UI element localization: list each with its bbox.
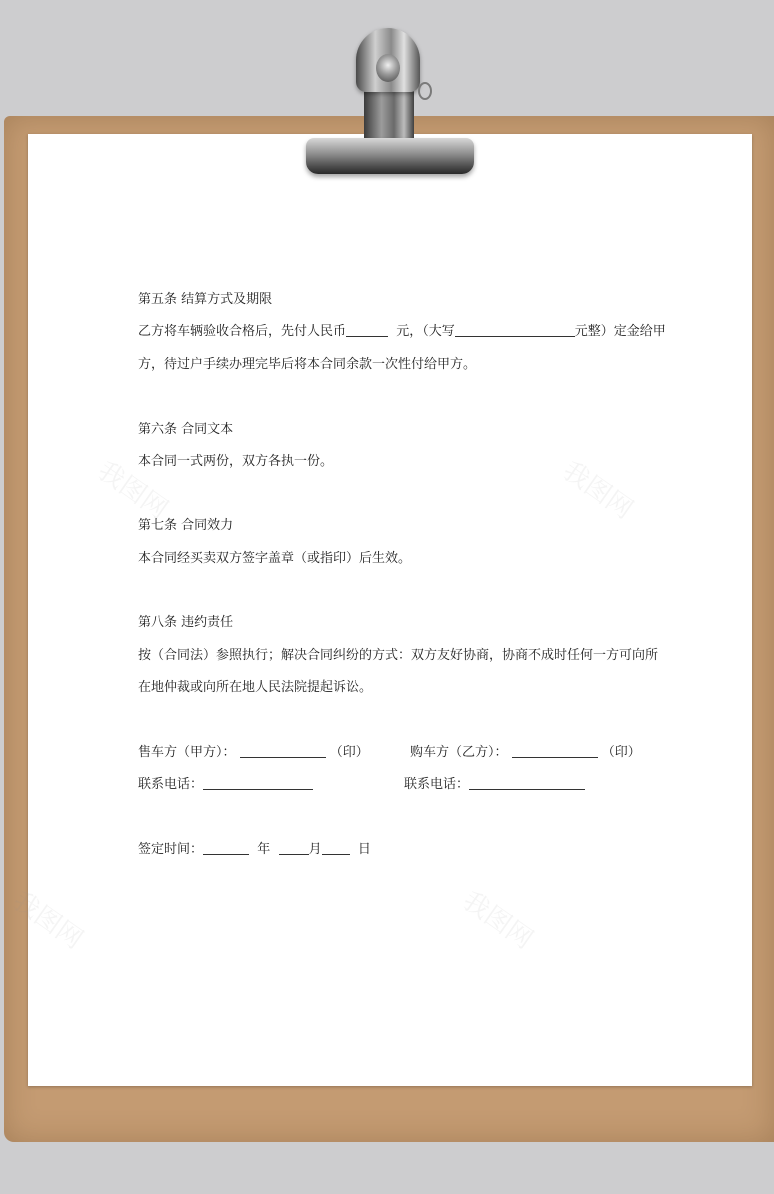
paragraph-line: 在地仲裁或向所在地人民法院提起诉讼。 [138, 680, 373, 695]
watermark: 我图网 [7, 885, 89, 956]
buyer-signature-line [410, 741, 641, 765]
blank-amount [346, 322, 388, 337]
buyer-phone-label: 联系电话： [404, 777, 470, 792]
paragraph-line: 方，待过户手续办理完毕后将本合同余款一次性付给甲方。 [138, 357, 477, 372]
seller-signature-field[interactable] [240, 743, 326, 758]
signing-date-line [138, 838, 371, 862]
year-label: 年 [257, 842, 271, 857]
watermark: 我图网 [92, 455, 174, 526]
seller-label: 售车方（甲方）： [138, 745, 236, 760]
watermark: 我图网 [457, 885, 539, 956]
buyer-phone-line [404, 773, 585, 797]
text-segment: 元整）定金给甲 [574, 324, 666, 339]
buyer-signature-field[interactable] [512, 743, 598, 758]
seller-signature-line [138, 741, 369, 765]
month-field[interactable] [279, 840, 309, 855]
month-label: 月 [308, 842, 322, 857]
document-page [28, 134, 752, 1086]
seller-phone-line [138, 773, 313, 797]
text-segment: 元，（大写 [396, 324, 455, 339]
paragraph-line [138, 320, 666, 344]
seller-phone-field[interactable] [203, 775, 313, 790]
paragraph-line: 本合同经买卖双方签字盖章（或指印）后生效。 [138, 551, 412, 566]
buyer-phone-field[interactable] [469, 775, 585, 790]
buyer-label: 购车方（乙方）： [410, 745, 508, 760]
section-heading: 第六条 合同文本 [138, 422, 234, 437]
seller-phone-label: 联系电话： [138, 777, 204, 792]
section-heading: 第五条 结算方式及期限 [138, 292, 273, 307]
seller-seal: （印） [329, 745, 369, 760]
paragraph-line: 本合同一式两份，双方各执一份。 [138, 454, 334, 469]
section-heading: 第八条 违约责任 [138, 615, 234, 630]
blank-amount-words [455, 322, 575, 337]
year-field[interactable] [203, 840, 249, 855]
text-segment: 乙方将车辆验收合格后，先付人民币 [138, 324, 347, 339]
day-label: 日 [357, 842, 371, 857]
paragraph-line: 按（合同法）参照执行；解决合同纠纷的方式：双方友好协商，协商不成时任何一方可向所 [138, 648, 659, 663]
watermark: 我图网 [557, 455, 639, 526]
section-heading: 第七条 合同效力 [138, 518, 234, 533]
day-field[interactable] [322, 840, 350, 855]
date-label: 签定时间： [138, 842, 204, 857]
buyer-seal: （印） [601, 745, 641, 760]
